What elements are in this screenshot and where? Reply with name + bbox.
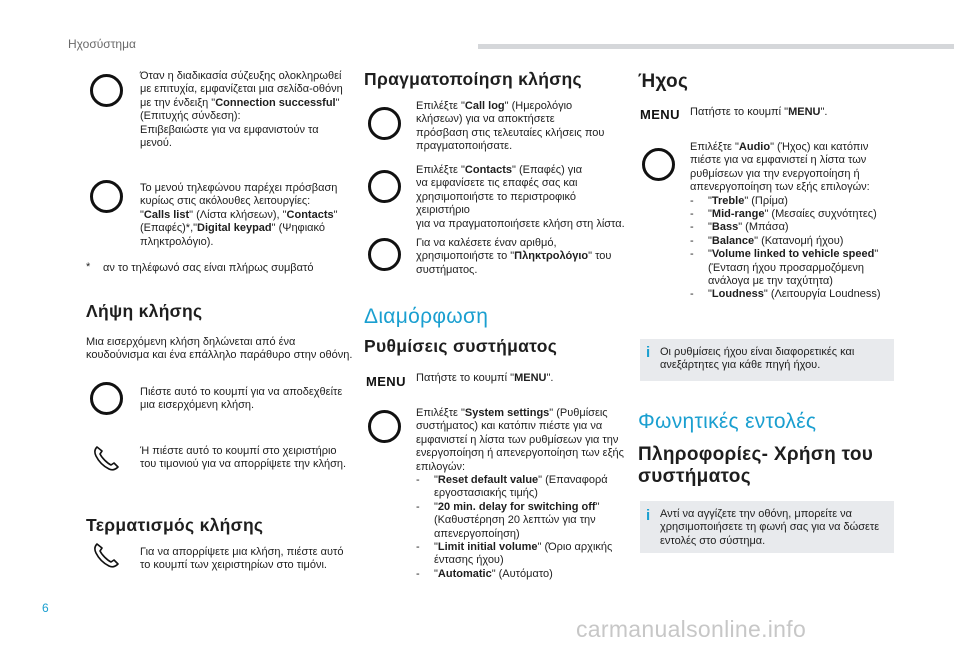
list-item: - "Loudness" (Λειτουργία Loudness) <box>690 288 905 301</box>
phone-handset-icon <box>92 444 120 472</box>
reject-call-text: Ή πιέστε αυτό το κουμπί στο χειριστήριο του τιμονιού για να απορρίψετε την κλήση. <box>140 445 347 471</box>
menu-press-text: Πατήστε το κουμπί "MENU". <box>690 106 828 118</box>
list-item: - "Automatic" (Αυτόματο) <box>416 568 631 581</box>
system-settings-heading: Ρυθμίσεις συστήματος <box>364 336 558 356</box>
keypad-text: Για να καλέσετε έναν αριθμό, χρησιμοποιήστε το "Πληκτρολόγιο" του συστήματος. <box>416 237 612 276</box>
menu-button-icon: MENU <box>366 374 406 389</box>
section-title: Ηχοσύστημα <box>68 37 136 51</box>
header-divider <box>478 44 954 49</box>
list-item: - "Treble" (Πρίμα) <box>690 195 905 208</box>
contacts-text: Επιλέξτε "Contacts" (Επαφές) για να εμφανίσετε τις επαφές σας και χρησιμοποιήστε το περιστροφικό χειριστήριο για να πραγματοποιήσετε κλήση στη λίστα. <box>416 164 625 230</box>
list-item: - "Balance" (Κατανομή ήχου) <box>690 235 905 248</box>
sound-heading: Ήχος <box>638 71 689 92</box>
configuration-heading: Διαμόρφωση <box>364 305 489 328</box>
list-item: - "20 min. delay for switching off" (Καθυστέρηση 20 λεπτών για την απενεργοποίηση) <box>416 501 631 541</box>
info-note-text: Αντί να αγγίζετε την οθόνη, μπορείτε να χρησιμοποιήσετε τη φωνή σας για να δώσετε εντολές στο σύστημα. <box>660 508 880 547</box>
accept-call-text: Πιέστε αυτό το κουμπί για να αποδεχθείτε μια εισερχόμενη κλήση. <box>140 386 343 412</box>
list-item: - "Limit initial volume" (Όριο αρχικής έντασης ήχου) <box>416 541 631 568</box>
list-item: - "Bass" (Μπάσα) <box>690 221 905 234</box>
info-icon: i <box>646 344 651 361</box>
circle-button-icon <box>368 170 401 203</box>
phone-menu-text: Το μενού τηλεφώνου παρέχει πρόσβαση κυρίως στις ακόλουθες λειτουργίες: "Calls list" (Λίστα κλήσεων), "Contacts" (Επαφές)*,"Digital keypad" (Ψηφιακό πληκτρολόγιο). <box>140 182 338 248</box>
circle-button-icon <box>368 107 401 140</box>
menu-button-icon: MENU <box>640 107 680 122</box>
footnote: αν το τηλέφωνό σας είναι πλήρως συμβατό <box>103 262 314 274</box>
info-note-voice <box>640 501 894 553</box>
circle-button-icon <box>90 382 123 415</box>
receive-call-text: Μια εισερχόμενη κλήση δηλώνεται από ένα κουδούνισμα και ένα επάλληλο παράθυρο στην οθόνη. <box>86 336 353 362</box>
system-settings-text: Επιλέξτε "System settings" (Ρυθμίσεις συστήματος) και κατόπιν πιέστε για να εμφανιστεί η λίστα των ρυθμίσεων για την ενεργοποίηση ή απενεργοποίηση των εξής επιλογών: - "Reset default value" (Επαναφορά εργοστασιακής τιμής) - "20 min. delay for switching off" (Καθυστέρηση 20 λεπτών για την απενεργοποίηση) - "Limit initial volume" (Όριο αρχικής έντασης ήχου) - "Automatic" (Αυτόματο) <box>416 407 631 581</box>
circle-button-icon <box>368 410 401 443</box>
system-settings-list <box>416 474 631 581</box>
end-call-text: Για να απορρίψετε μια κλήση, πιέστε αυτό το κουμπί των χειριστηρίων στο τιμόνι. <box>140 546 344 572</box>
voice-commands-heading: Φωνητικές εντολές <box>638 410 817 433</box>
circle-button-icon <box>90 180 123 213</box>
list-item: - "Volume linked to vehicle speed" (Ένταση ήχου προσαρμοζόμενη ανάλογα με την ταχύτητα) <box>690 248 905 288</box>
info-note-audio <box>640 339 894 381</box>
make-call-heading: Πραγματοποίηση κλήσης <box>364 69 582 89</box>
system-info-heading: Πληροφορίες- Χρήση του συστήματος <box>638 444 874 487</box>
list-item: - "Mid-range" (Μεσαίες συχνότητες) <box>690 208 905 221</box>
audio-settings-list <box>690 195 905 302</box>
circle-button-icon <box>90 74 123 107</box>
end-call-heading: Τερματισμός κλήσης <box>86 515 264 535</box>
footnote-mark: * <box>86 261 91 273</box>
audio-text: Επιλέξτε "Audio" (Ήχος) και κατόπιν πιέστε για να εμφανιστεί η λίστα των ρυθμίσεων για την ενεργοποίηση ή απενεργοποίηση των εξής επιλογών: - "Treble" (Πρίμα) - "Mid-range" (Μεσαίες συχνότητες) - "Bass" (Μπάσα) - "Balance" (Κατανομή ήχου) - "Volume linked to vehicle speed" (Ένταση ήχου προσαρμοζόμενη ανάλογα με την ταχύτητα) - "Loudness" (Λειτουργία Loudness) <box>690 141 905 302</box>
phone-handset-icon <box>92 541 120 569</box>
pairing-success-text: Όταν η διαδικασία σύζευξης ολοκληρωθεί με επιτυχία, εμφανίζεται μια σελίδα-οθόνη με την ένδειξη "Connection successful" (Επιτυχής σύνδεση): Επιβεβαιώστε για να εμφανιστούν τα μενού. <box>140 70 343 150</box>
circle-button-icon <box>368 238 401 271</box>
watermark: carmanualsonline.info <box>576 616 807 642</box>
page-number: 6 <box>42 601 49 615</box>
circle-button-icon <box>642 148 675 181</box>
list-item: - "Reset default value" (Επαναφορά εργοστασιακής τιμής) <box>416 474 631 501</box>
info-note-text: Οι ρυθμίσεις ήχου είναι διαφορετικές και ανεξάρτητες για κάθε πηγή ήχου. <box>660 346 855 372</box>
receive-call-heading: Λήψη κλήσης <box>86 301 203 321</box>
info-icon: i <box>646 507 651 524</box>
call-log-text: Επιλέξτε "Call log" (Ημερολόγιο κλήσεων) για να αποκτήσετε πρόσβαση στις τελευταίες κλήσεις που πραγματοποιήσατε. <box>416 100 605 153</box>
menu-press-text: Πατήστε το κουμπί "MENU". <box>416 372 554 384</box>
